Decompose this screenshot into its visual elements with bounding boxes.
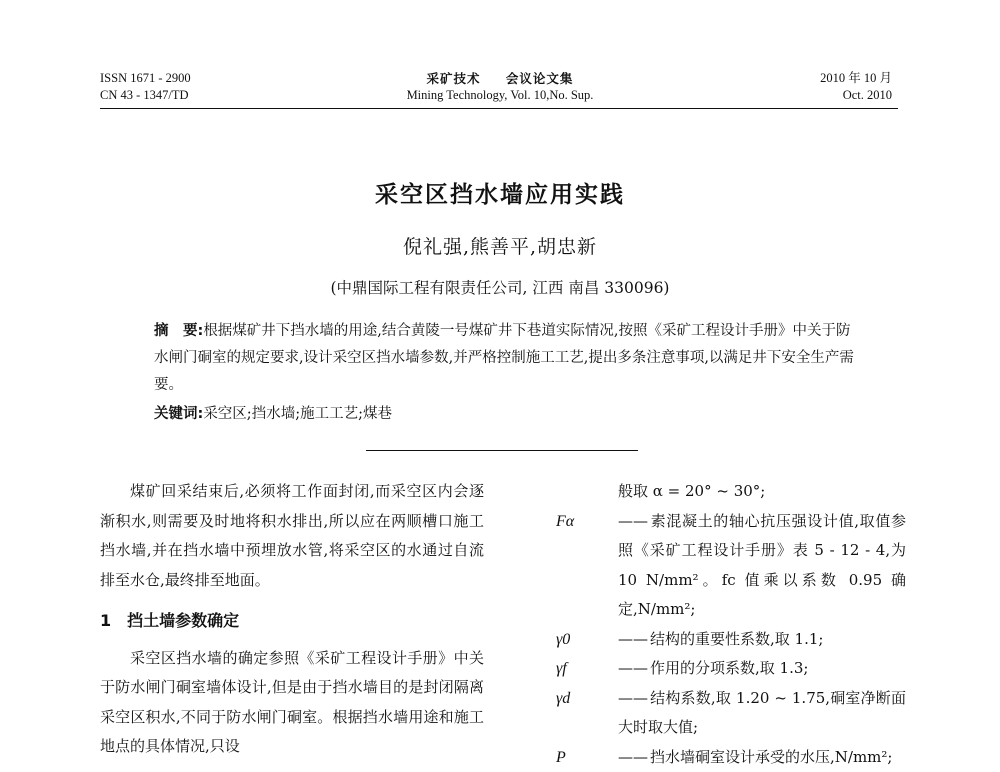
section-paragraph: 采空区挡水墙的确定参照《采矿工程设计手册》中关于防水闸门硐室墙体设计,但是由于挡水墙目的是封闭隔离采空区积水,不同于防水闸门硐室。根据挡水墙用途和施工地点的具体情况,只设 [100,644,484,762]
journal-name-en: Mining Technology, Vol. 10,No. Sup. [300,87,700,104]
header-divider [100,108,898,109]
definition-item [556,684,906,743]
right-column [556,477,906,772]
keywords-label: 关键词: [154,406,203,422]
definition-symbol: Fα [556,507,574,537]
author-affiliation: (中鼎国际工程有限责任公司, 江西 南昌 330096) [0,276,1000,298]
journal-name-cn [300,70,700,87]
section-number: 1 [100,611,111,630]
left-column [100,477,484,762]
abstract [154,318,854,399]
header-date-block [820,70,892,104]
date-cn: 2010 年 10 月 [820,70,892,87]
section-title: 挡土墙参数确定 [127,611,239,630]
paper-title: 采空区挡水墙应用实践 [0,176,1000,209]
header-issn-block [100,70,191,104]
definition-dash: —— [618,659,648,677]
keywords-text: 采空区;挡水墙;施工工艺;煤巷 [203,406,392,422]
header-journal-block [300,70,700,104]
journal-name-part-2: 会议论文集 [506,71,574,86]
keywords [154,402,854,423]
definition-item [556,625,906,655]
intro-paragraph: 煤矿回采结束后,必须将工作面封闭,而采空区内会逐渐积水,则需要及时地将积水排出,所以应在两顺槽口施工挡水墙,并在挡水墙中预埋放水管,将采空区的水通过自流排至水仓,最终排至地面。 [100,477,484,595]
definition-dash: —— [618,630,648,648]
definition-item [556,654,906,684]
definition-symbol: γ0 [556,625,570,655]
definition-dash: —— [618,689,648,707]
definition-item [556,507,906,625]
formula-continuation: 般取 α = 20° ~ 30°; [556,477,906,507]
abstract-text: 根据煤矿井下挡水墙的用途,结合黄陵一号煤矿井下巷道实际情况,按照《采矿工程设计手册》中关于防水闸门硐室的规定要求,设计采空区挡水墙参数,并严格控制施工工艺,提出多条注意事项,以满足井下安全生产需要。 [154,323,854,393]
issn: ISSN 1671 - 2900 [100,70,191,87]
paper-authors: 倪礼强,熊善平,胡忠新 [0,232,1000,259]
section-heading [100,606,484,636]
definition-symbol: γd [556,684,570,714]
abstract-label: 摘 要: [154,323,203,339]
abstract-divider [366,450,638,451]
definition-item [556,743,906,772]
cn-number: CN 43 - 1347/TD [100,87,191,104]
definition-text: 结构的重要性系数,取 1.1; [650,630,823,648]
definition-symbol: γf [556,654,567,684]
definition-dash: —— [618,748,648,766]
definition-text: 素混凝土的轴心抗压强设计值,取值参照《采矿工程设计手册》表 5 - 12 - 4,为 10 N/mm²。fc 值乘以系数 0.95 确定,N/mm²; [618,512,906,619]
definition-text: 结构系数,取 1.20 ~ 1.75,硐室净断面大时取大值; [618,689,906,737]
date-en: Oct. 2010 [820,87,892,104]
journal-name-part-1: 采矿技术 [427,71,481,86]
definition-text: 作用的分项系数,取 1.3; [650,659,808,677]
definition-dash: —— [618,512,648,530]
definition-text: 挡水墙硐室设计承受的水压,N/mm²; [650,748,892,766]
definition-symbol: P [556,743,566,772]
